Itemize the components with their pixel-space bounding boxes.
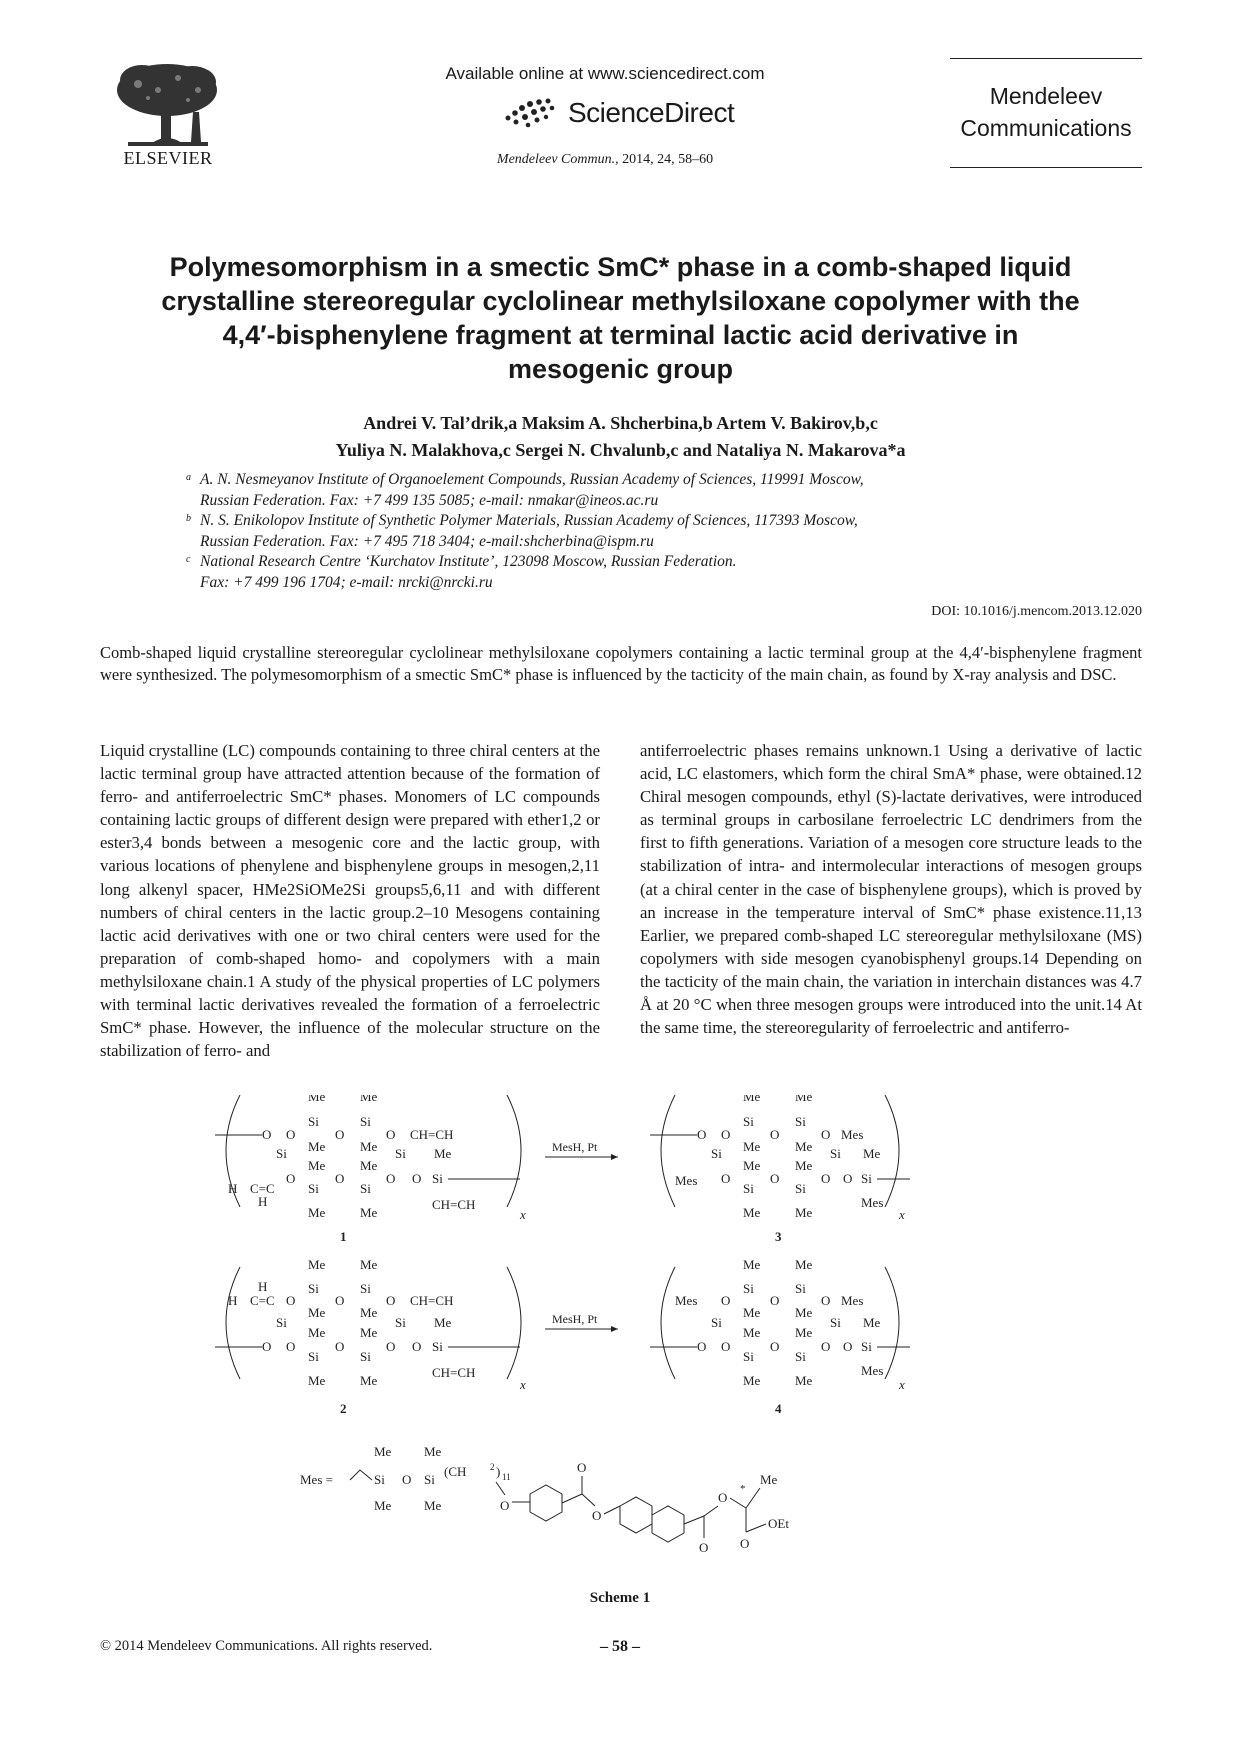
o-atom: O bbox=[286, 1293, 296, 1308]
affiliation-line: A. N. Nesmeyanov Institute of Organoelement Compounds, Russian Academy of Sciences, 119991 Moscow, bbox=[200, 471, 864, 488]
reagent-label: MesH, Pt bbox=[552, 1312, 598, 1326]
reagent-label: MesH, Pt bbox=[552, 1140, 598, 1154]
me-group: Me bbox=[434, 1146, 452, 1161]
svg-text:*: * bbox=[740, 1483, 746, 1495]
me-group: Me bbox=[360, 1305, 378, 1320]
article-title: Polymesomorphism in a smectic SmC* phase in a comb-shaped liquid crystalline stereoregular cyclolinear methylsiloxane copolymer with the 4,4′-bisphenylene fragment at terminal lactic acid derivative in mesogenic group bbox=[161, 252, 1080, 384]
h-atom: H bbox=[258, 1194, 268, 1209]
si-atom: Si bbox=[795, 1281, 806, 1296]
elsevier-tree-logo bbox=[108, 60, 226, 150]
svg-text:C=C: C=C bbox=[250, 1181, 275, 1196]
me-group: Me bbox=[308, 1373, 326, 1388]
o-atom: O bbox=[335, 1127, 345, 1142]
o-atom: O bbox=[386, 1293, 396, 1308]
scheme-caption: Scheme 1 bbox=[589, 1590, 651, 1606]
o-atom: O bbox=[697, 1339, 707, 1354]
body-column-right: antiferroelectric phases remains unknown.1 Using a derivative of lactic acid, LC elastomers, which form the chiral SmA* phase, were obtained.12 Chiral mesogen compounds, ethyl (S)-lactate derivatives, were introduced as terminal groups in carbosilane ferroelectric LC dendrimers from the first to fifth generations. Variation of a mesogen core structure leads to the stabilization of intra- and intermolecular interactions of mesogen groups (at a chiral center in the case of bisphenylene groups), which is proved by an increase in the temperature interval of SmC* phase existence.11,13 Earlier, we prepared comb-shaped LC stereoregular methylsiloxane (MS) copolymers with side mesogen cyanobisphenyl groups.14 Depending on the tacticity of the main chain, the variation in interchain distances was 4.7 Å at 20 °C when three mesogen groups were introduced into the unit.14 At the same time, the stereoregularity of ferroelectric and antiferro- bbox=[640, 741, 1142, 1038]
o-atom: O bbox=[821, 1339, 831, 1354]
h-atom: H bbox=[258, 1279, 268, 1294]
me-group: Me bbox=[743, 1139, 761, 1154]
si-atom: Si bbox=[276, 1315, 287, 1330]
mes-group: Mes bbox=[675, 1293, 698, 1308]
o-atom: O bbox=[721, 1127, 731, 1142]
me-group: Me bbox=[863, 1146, 881, 1161]
copyright: © 2014 Mendeleev Communications. All rights reserved. bbox=[100, 1638, 433, 1654]
journal-name bbox=[950, 80, 1142, 144]
publisher-name: ELSEVIER bbox=[123, 148, 213, 168]
o-atom: O bbox=[577, 1460, 587, 1475]
si-atom: Si bbox=[861, 1171, 872, 1186]
available-online-link[interactable]: Available online at www.sciencedirect.com bbox=[445, 64, 765, 83]
me-group: Me bbox=[424, 1498, 442, 1513]
o-atom: O bbox=[386, 1339, 396, 1354]
o-atom: O bbox=[500, 1498, 510, 1513]
si-atom: Si bbox=[795, 1181, 806, 1196]
o-atom: O bbox=[592, 1508, 602, 1523]
o-atom: O bbox=[262, 1339, 272, 1354]
affiliation-a bbox=[186, 470, 1066, 511]
si-atom: Si bbox=[830, 1146, 841, 1161]
page-number: – 58 – bbox=[600, 1638, 640, 1655]
me-group: Me bbox=[795, 1205, 813, 1220]
o-atom: O bbox=[412, 1171, 422, 1186]
mes-group: Mes bbox=[861, 1195, 884, 1210]
o-atom: O bbox=[843, 1339, 853, 1354]
si-atom: Si bbox=[360, 1349, 371, 1364]
me-group: Me bbox=[374, 1498, 392, 1513]
sciencedirect-dots-icon bbox=[502, 96, 560, 130]
scheme-1-figure bbox=[200, 1095, 1070, 1625]
body-column-left: Liquid crystalline (LC) compounds containing to three chiral centers at the lactic terminal group have attracted attention because of the formation of ferro- and antiferroelectric SmC* phases. Monomers of LC compounds containing lactic groups of different design were prepared with ether1,2 or ester3,4 bonds between a mesogenic core and the lactic group, with various locations of phenylene and bisphenylene groups in mesogen,2,11 long alkenyl spacer, HMe2SiOMe2Si groups5,6,11 and with different numbers of chiral centers in the lactic group.2–10 Mesogens containing lactic acid derivatives with one or two chiral centers were used for the preparation of comb-shaped homo- and copolymers with a main methylsiloxane chain.1 A study of the physical properties of LC polymers with terminal lactic derivatives revealed the formation of a ferroelectric SmC* phase. However, the influence of the molecular structure on the stabilization of ferro- and bbox=[100, 741, 600, 1061]
abstract: Comb-shaped liquid crystalline stereoregular cyclolinear methylsiloxane copolymers containing a lactic terminal group at the 4,4′-bisphenylene fragment were synthesized. The polymesomorphism of a smectic SmC* phase is influenced by the tacticity of the main chain, as found by X-ray analysis and DSC. bbox=[100, 643, 1142, 684]
me-group: Me bbox=[424, 1444, 442, 1459]
svg-text:C=C: C=C bbox=[250, 1293, 275, 1308]
sciencedirect-logo[interactable] bbox=[502, 92, 734, 134]
structure-2 bbox=[215, 1257, 526, 1416]
svg-text:11: 11 bbox=[502, 1472, 511, 1482]
repeat-index: x bbox=[899, 1207, 905, 1222]
o-atom: O bbox=[770, 1293, 780, 1308]
authors-line-1: Andrei V. Tal’drik,a Maksim A. Shcherbina,b Artem V. Bakirov,b,c bbox=[363, 413, 878, 433]
affiliation-b bbox=[186, 511, 1066, 552]
spacer-group: (CH bbox=[444, 1464, 467, 1479]
me-group: Me bbox=[760, 1472, 778, 1487]
vinyl-group: CH=CH bbox=[410, 1293, 454, 1308]
reaction-arrow-1 bbox=[545, 1140, 618, 1160]
structure-1 bbox=[215, 1095, 526, 1244]
me-group: Me bbox=[743, 1373, 761, 1388]
si-atom: Si bbox=[308, 1114, 319, 1129]
o-atom: O bbox=[721, 1171, 731, 1186]
repeat-index: x bbox=[520, 1377, 526, 1392]
affiliation-line: National Research Centre ‘Kurchatov Institute’, 123098 Moscow, Russian Federation. bbox=[200, 553, 737, 570]
me-group: Me bbox=[308, 1325, 326, 1340]
benzene-ring-2 bbox=[620, 1497, 684, 1542]
h-atom: H bbox=[228, 1293, 238, 1308]
mes-group: Mes bbox=[861, 1363, 884, 1378]
o-atom: O bbox=[286, 1127, 296, 1142]
reaction-arrow-2 bbox=[545, 1312, 618, 1332]
me-group: Me bbox=[795, 1095, 813, 1104]
citation-volume-pages: , 2014, 24, 58–60 bbox=[615, 152, 714, 167]
repeat-index: x bbox=[520, 1207, 526, 1222]
o-atom: O bbox=[821, 1171, 831, 1186]
me-group: Me bbox=[743, 1325, 761, 1340]
me-group: Me bbox=[308, 1205, 326, 1220]
si-atom: Si bbox=[743, 1349, 754, 1364]
citation bbox=[380, 152, 830, 168]
me-group: Me bbox=[743, 1095, 761, 1104]
si-atom: Si bbox=[360, 1114, 371, 1129]
compound-label: 1 bbox=[340, 1229, 347, 1244]
o-atom: O bbox=[262, 1127, 272, 1142]
me-group: Me bbox=[795, 1373, 813, 1388]
affiliation-line: Russian Federation. Fax: +7 495 718 3404; e-mail:shcherbina@ispm.ru bbox=[200, 532, 654, 550]
affiliation-mark: b bbox=[186, 513, 191, 524]
si-atom: Si bbox=[374, 1472, 385, 1487]
o-atom: O bbox=[699, 1540, 709, 1555]
mes-definition bbox=[300, 1444, 789, 1555]
o-atom: O bbox=[412, 1339, 422, 1354]
si-atom: Si bbox=[743, 1114, 754, 1129]
me-group: Me bbox=[374, 1444, 392, 1459]
si-atom: Si bbox=[743, 1281, 754, 1296]
o-atom: O bbox=[843, 1171, 853, 1186]
si-atom: Si bbox=[711, 1146, 722, 1161]
si-atom: Si bbox=[861, 1339, 872, 1354]
o-atom: O bbox=[335, 1293, 345, 1308]
affiliation-mark: c bbox=[186, 554, 191, 565]
me-group: Me bbox=[360, 1158, 378, 1173]
o-atom: O bbox=[335, 1171, 345, 1186]
me-group: Me bbox=[743, 1257, 761, 1272]
mes-group: Mes bbox=[841, 1127, 864, 1142]
o-atom: O bbox=[770, 1127, 780, 1142]
affiliation-c bbox=[186, 552, 1066, 593]
o-atom: O bbox=[386, 1127, 396, 1142]
journal-name-line2: Communications bbox=[960, 115, 1132, 141]
si-atom: Si bbox=[276, 1146, 287, 1161]
me-group: Me bbox=[308, 1305, 326, 1320]
affiliation-mark: a bbox=[186, 472, 191, 483]
si-atom: Si bbox=[795, 1349, 806, 1364]
me-group: Me bbox=[795, 1158, 813, 1173]
me-group: Me bbox=[795, 1325, 813, 1340]
o-atom: O bbox=[721, 1293, 731, 1308]
si-atom: Si bbox=[308, 1349, 319, 1364]
structure-3 bbox=[650, 1095, 910, 1244]
me-group: Me bbox=[360, 1325, 378, 1340]
me-group: Me bbox=[308, 1095, 326, 1104]
me-group: Me bbox=[743, 1158, 761, 1173]
compound-label: 4 bbox=[775, 1401, 782, 1416]
si-atom: Si bbox=[360, 1281, 371, 1296]
me-group: Me bbox=[743, 1205, 761, 1220]
o-atom: O bbox=[386, 1171, 396, 1186]
svg-text:): ) bbox=[496, 1464, 501, 1479]
me-group: Me bbox=[360, 1095, 378, 1104]
si-atom: Si bbox=[395, 1315, 406, 1330]
journal-name-line1: Mendeleev bbox=[989, 83, 1103, 109]
doi-link[interactable]: DOI: 10.1016/j.mencom.2013.12.020 bbox=[931, 604, 1142, 619]
affiliations bbox=[186, 470, 1066, 593]
si-atom: Si bbox=[424, 1472, 435, 1487]
vinyl-group: CH=CH bbox=[432, 1365, 476, 1380]
me-group: Me bbox=[795, 1257, 813, 1272]
o-atom: O bbox=[286, 1339, 296, 1354]
compound-label: 2 bbox=[340, 1401, 347, 1416]
me-group: Me bbox=[308, 1257, 326, 1272]
si-atom: Si bbox=[432, 1339, 443, 1354]
o-atom: O bbox=[740, 1536, 750, 1551]
oet-group: OEt bbox=[768, 1516, 789, 1531]
o-atom: O bbox=[697, 1127, 707, 1142]
compound-label: 3 bbox=[775, 1229, 782, 1244]
me-group: Me bbox=[308, 1139, 326, 1154]
affiliation-line: Russian Federation. Fax: +7 499 135 5085; e-mail: nmakar@ineos.ac.ru bbox=[200, 491, 659, 509]
o-atom: O bbox=[718, 1490, 728, 1505]
svg-text:2: 2 bbox=[490, 1462, 495, 1472]
mes-group: Mes bbox=[841, 1293, 864, 1308]
mes-definition-label: Mes = bbox=[300, 1472, 333, 1487]
o-atom: O bbox=[770, 1339, 780, 1354]
author-list bbox=[150, 410, 1091, 464]
si-atom: Si bbox=[308, 1181, 319, 1196]
me-group: Me bbox=[360, 1205, 378, 1220]
si-atom: Si bbox=[360, 1181, 371, 1196]
o-atom: O bbox=[770, 1171, 780, 1186]
me-group: Me bbox=[795, 1139, 813, 1154]
o-atom: O bbox=[821, 1127, 831, 1142]
o-atom: O bbox=[335, 1339, 345, 1354]
structure-4 bbox=[650, 1257, 910, 1416]
si-atom: Si bbox=[432, 1171, 443, 1186]
h-atom: H bbox=[228, 1181, 238, 1196]
me-group: Me bbox=[863, 1315, 881, 1330]
authors-line-2: Yuliya N. Malakhova,c Sergei N. Chvalunb,c and Nataliya N. Makarova*a bbox=[335, 440, 906, 460]
me-group: Me bbox=[360, 1257, 378, 1272]
si-atom: Si bbox=[711, 1315, 722, 1330]
me-group: Me bbox=[360, 1139, 378, 1154]
vinyl-group: CH=CH bbox=[410, 1127, 454, 1142]
o-atom: O bbox=[721, 1339, 731, 1354]
vinyl-group: CH=CH bbox=[432, 1197, 476, 1212]
affiliation-line: N. S. Enikolopov Institute of Synthetic Polymer Materials, Russian Academy of Sciences, 117393 Moscow, bbox=[200, 512, 858, 529]
si-atom: Si bbox=[308, 1281, 319, 1296]
me-group: Me bbox=[795, 1305, 813, 1320]
repeat-index: x bbox=[899, 1377, 905, 1392]
me-group: Me bbox=[434, 1315, 452, 1330]
mes-group: Mes bbox=[675, 1173, 698, 1188]
si-atom: Si bbox=[395, 1146, 406, 1161]
sciencedirect-wordmark: ScienceDirect bbox=[568, 97, 735, 128]
si-atom: Si bbox=[743, 1181, 754, 1196]
o-atom: O bbox=[821, 1293, 831, 1308]
o-atom: O bbox=[402, 1472, 412, 1487]
me-group: Me bbox=[743, 1305, 761, 1320]
citation-journal: Mendeleev Commun. bbox=[496, 152, 616, 167]
si-atom: Si bbox=[830, 1315, 841, 1330]
affiliation-line: Fax: +7 499 196 1704; e-mail: nrcki@nrcki.ru bbox=[200, 573, 493, 591]
o-atom: O bbox=[286, 1171, 296, 1186]
si-atom: Si bbox=[795, 1114, 806, 1129]
benzene-ring-1 bbox=[530, 1485, 562, 1521]
me-group: Me bbox=[308, 1158, 326, 1173]
me-group: Me bbox=[360, 1373, 378, 1388]
